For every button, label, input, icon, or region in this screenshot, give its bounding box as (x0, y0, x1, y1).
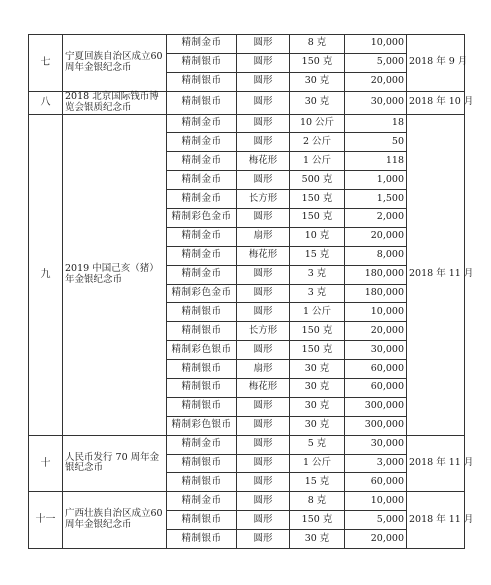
coin-shape: 长方形 (237, 322, 290, 341)
coin-spec: 30 克 (290, 360, 345, 379)
coin-material: 精制银币 (167, 72, 237, 91)
issue-quantity: 5,000 (345, 53, 407, 72)
coin-spec: 3 克 (290, 284, 345, 303)
issue-quantity: 20,000 (345, 227, 407, 246)
coin-series-name: 宁夏回族自治区成立60周年金银纪念币 (63, 35, 167, 92)
coin-material: 精制金币 (167, 265, 237, 284)
issue-quantity: 10,000 (345, 35, 407, 54)
coin-material: 精制银币 (167, 530, 237, 549)
coin-spec: 1 公斤 (290, 152, 345, 171)
issue-quantity: 10,000 (345, 492, 407, 511)
coin-shape: 圆形 (237, 341, 290, 360)
coin-series-name: 人民币发行 70 周年金银纪念币 (63, 435, 167, 492)
issue-date: 2018 年 9 月 (407, 35, 465, 92)
coin-material: 精制银币 (167, 511, 237, 530)
coin-spec: 30 克 (290, 530, 345, 549)
issue-quantity: 10,000 (345, 303, 407, 322)
group-sequence: 八 (29, 91, 63, 114)
group-sequence: 十 (29, 435, 63, 492)
coin-spec: 10 公斤 (290, 114, 345, 133)
coin-series-name: 2018 北京国际钱币博览会银质纪念币 (63, 91, 167, 114)
coin-spec: 150 克 (290, 511, 345, 530)
issue-quantity: 20,000 (345, 322, 407, 341)
coin-material: 精制彩色金币 (167, 208, 237, 227)
group-sequence: 十一 (29, 492, 63, 549)
coin-shape: 扇形 (237, 227, 290, 246)
coin-spec: 150 克 (290, 322, 345, 341)
coin-material: 精制金币 (167, 114, 237, 133)
coin-spec: 8 克 (290, 35, 345, 54)
issue-quantity: 30,000 (345, 435, 407, 454)
coin-spec: 15 克 (290, 246, 345, 265)
coin-material: 精制银币 (167, 322, 237, 341)
table-row (29, 435, 465, 454)
group-sequence: 九 (29, 114, 63, 435)
issue-quantity: 20,000 (345, 530, 407, 549)
coin-spec: 500 克 (290, 171, 345, 190)
table-row (29, 91, 465, 114)
issue-quantity: 8,000 (345, 246, 407, 265)
issue-quantity: 20,000 (345, 72, 407, 91)
issue-quantity: 300,000 (345, 416, 407, 435)
issue-quantity: 18 (345, 114, 407, 133)
coin-shape: 圆形 (237, 511, 290, 530)
coin-material: 精制银币 (167, 397, 237, 416)
coin-shape: 圆形 (237, 284, 290, 303)
coin-shape: 圆形 (237, 454, 290, 473)
coin-shape: 圆形 (237, 416, 290, 435)
issue-quantity: 3,000 (345, 454, 407, 473)
coin-spec: 5 克 (290, 435, 345, 454)
coin-spec: 10 克 (290, 227, 345, 246)
coin-shape: 圆形 (237, 435, 290, 454)
coin-shape: 圆形 (237, 492, 290, 511)
coin-material: 精制银币 (167, 303, 237, 322)
coin-shape: 扇形 (237, 360, 290, 379)
issue-quantity: 300,000 (345, 397, 407, 416)
coin-spec: 30 克 (290, 416, 345, 435)
table-row (29, 114, 465, 133)
coin-material: 精制银币 (167, 91, 237, 114)
issue-quantity: 1,500 (345, 190, 407, 209)
commemorative-coin-table (28, 34, 474, 549)
coin-material: 精制银币 (167, 360, 237, 379)
coin-shape: 圆形 (237, 171, 290, 190)
coin-series-name: 2019 中国己亥（猪）年金银纪念币 (63, 114, 167, 435)
issue-quantity: 60,000 (345, 473, 407, 492)
coin-material: 精制金币 (167, 492, 237, 511)
issue-quantity: 2,000 (345, 208, 407, 227)
group-sequence: 七 (29, 35, 63, 92)
issue-quantity: 30,000 (345, 341, 407, 360)
issue-quantity: 5,000 (345, 511, 407, 530)
coin-shape: 圆形 (237, 35, 290, 54)
coin-spec: 150 克 (290, 190, 345, 209)
coin-material: 精制金币 (167, 190, 237, 209)
coin-material: 精制彩色金币 (167, 284, 237, 303)
table-row (29, 35, 465, 54)
coin-material: 精制金币 (167, 227, 237, 246)
document-page (28, 34, 474, 549)
coin-shape: 圆形 (237, 265, 290, 284)
issue-quantity: 180,000 (345, 265, 407, 284)
coin-material: 精制彩色银币 (167, 416, 237, 435)
coin-shape: 圆形 (237, 397, 290, 416)
issue-date: 2018 年 10 月 (407, 91, 465, 114)
coin-shape: 圆形 (237, 114, 290, 133)
table-row (29, 492, 465, 511)
coin-spec: 1 公斤 (290, 454, 345, 473)
coin-material: 精制银币 (167, 53, 237, 72)
coin-spec: 2 公斤 (290, 133, 345, 152)
issue-quantity: 60,000 (345, 360, 407, 379)
coin-shape: 圆形 (237, 53, 290, 72)
coin-spec: 15 克 (290, 473, 345, 492)
coin-shape: 圆形 (237, 91, 290, 114)
issue-quantity: 60,000 (345, 378, 407, 397)
issue-quantity: 50 (345, 133, 407, 152)
coin-spec: 30 克 (290, 397, 345, 416)
coin-spec: 30 克 (290, 72, 345, 91)
coin-shape: 梅花形 (237, 378, 290, 397)
coin-shape: 圆形 (237, 72, 290, 91)
coin-table-body (29, 35, 474, 549)
coin-spec: 150 克 (290, 208, 345, 227)
issue-quantity: 1,000 (345, 171, 407, 190)
coin-spec: 150 克 (290, 53, 345, 72)
issue-quantity: 118 (345, 152, 407, 171)
issue-date: 2018 年 11 月 (407, 492, 465, 549)
coin-material: 精制金币 (167, 435, 237, 454)
coin-material: 精制金币 (167, 133, 237, 152)
coin-shape: 梅花形 (237, 152, 290, 171)
coin-material: 精制银币 (167, 454, 237, 473)
coin-shape: 梅花形 (237, 246, 290, 265)
issue-date: 2018 年 11 月 (407, 114, 465, 435)
coin-series-name: 广西壮族自治区成立60周年金银纪念币 (63, 492, 167, 549)
issue-quantity: 30,000 (345, 91, 407, 114)
coin-material: 精制银币 (167, 378, 237, 397)
coin-material: 精制彩色银币 (167, 341, 237, 360)
coin-spec: 8 克 (290, 492, 345, 511)
coin-spec: 30 克 (290, 91, 345, 114)
coin-shape: 圆形 (237, 303, 290, 322)
coin-shape: 圆形 (237, 208, 290, 227)
coin-material: 精制金币 (167, 35, 237, 54)
coin-shape: 长方形 (237, 190, 290, 209)
coin-spec: 1 公斤 (290, 303, 345, 322)
coin-shape: 圆形 (237, 473, 290, 492)
coin-shape: 圆形 (237, 530, 290, 549)
coin-shape: 圆形 (237, 133, 290, 152)
coin-material: 精制金币 (167, 246, 237, 265)
issue-quantity: 180,000 (345, 284, 407, 303)
coin-spec: 30 克 (290, 378, 345, 397)
coin-material: 精制银币 (167, 473, 237, 492)
coin-material: 精制金币 (167, 171, 237, 190)
coin-spec: 150 克 (290, 341, 345, 360)
issue-date: 2018 年 11 月 (407, 435, 465, 492)
coin-material: 精制金币 (167, 152, 237, 171)
coin-spec: 3 克 (290, 265, 345, 284)
